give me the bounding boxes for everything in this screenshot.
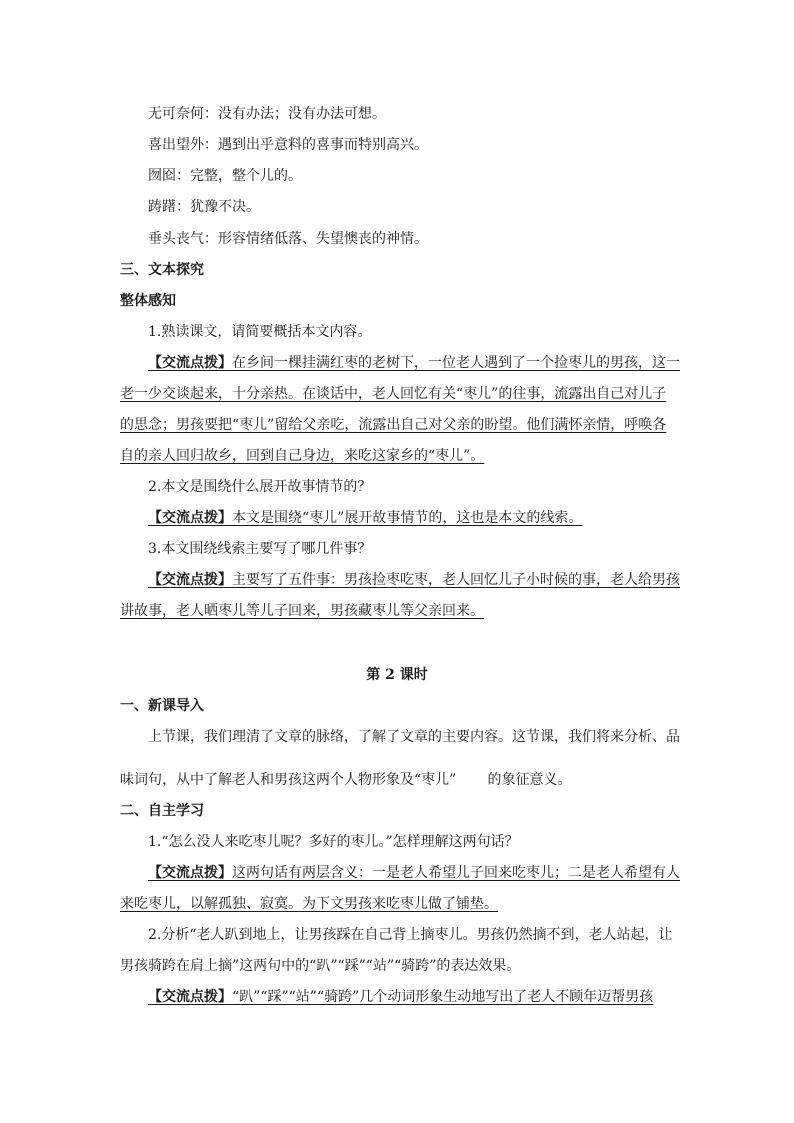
answer-line: 老一少交谈起来，十分亲热。在谈话中，老人回忆有关“枣儿”的往事，流露出自己对儿子 [120, 386, 667, 402]
answer-tag: 【交流点拨】 [148, 355, 232, 371]
answer-text: 本文是围绕“枣儿”展开故事情节的，这也是本文的线索。 [232, 510, 583, 526]
question: 1.“怎么没人来吃枣儿呢？多好的枣儿。”怎样理解这两句话？ [148, 834, 519, 850]
answer-line [148, 863, 680, 883]
answer-line: 讲故事，老人晒枣儿等儿子回来，男孩藏枣儿等父亲回来。 [120, 603, 484, 619]
question: 1.熟读课文，请简要概括本文内容。 [148, 324, 372, 340]
vocab-item: 无可奈何：没有办法；没有办法可想。 [148, 106, 386, 122]
vocab-item: 垂头丧气：形容情绪低落、失望懊丧的神情。 [148, 231, 428, 247]
section-heading: 一、新课导入 [120, 698, 204, 714]
section-heading: 二、自主学习 [120, 803, 204, 819]
answer-line [148, 987, 653, 1007]
answer-tag: 【交流点拨】 [148, 865, 232, 881]
vocab-item: 囫囵：完整，整个儿的。 [148, 168, 302, 184]
answer-line: 的思念；男孩要把“枣儿”留给父亲吃，流露出自己对父亲的盼望。他们满怀亲情，呼唤各 [120, 417, 667, 433]
lesson-title: 第 2 课时 [366, 667, 428, 683]
question: 3.本文围绕线索主要写了哪几件事？ [148, 541, 372, 557]
answer-tag: 【交流点拨】 [148, 510, 232, 526]
answer-line: 来吃枣儿，以解孤独、寂寞。为下文男孩来吃枣儿做了铺垫。 [120, 896, 498, 912]
question: 男孩骑跨在肩上摘”这两句中的“趴”“踩”“站”“骑跨”的表达效果。 [120, 958, 521, 974]
answer-text: 这两句话有两层含义：一是老人希望儿子回来吃枣儿；二是老人希望有人 [232, 865, 680, 881]
question: 2.分析“老人趴到地上，让男孩踩在自己背上摘枣儿。男孩仍然摘不到，老人站起，让 [148, 927, 673, 943]
paragraph-line: 上节课，我们理清了文章的脉络，了解了文章的主要内容。这节课，我们将来分析、品 [148, 729, 680, 745]
answer-tag: 【交流点拨】 [148, 989, 232, 1005]
paragraph-line: 味词句，从中了解老人和男孩这两个人物形象及“枣儿” 的象征意义。 [120, 772, 572, 788]
answer-text: “趴”“踩”“站”“骑跨”几个动词形象生动地写出了老人不顾年迈帮男孩 [232, 989, 654, 1005]
vocab-item: 喜出望外：遇到出乎意料的喜事而特别高兴。 [148, 137, 428, 153]
vocab-item: 踌躇：犹豫不决。 [148, 199, 260, 215]
answer-line: 自的亲人回归故乡，回到自己身边，来吃这家乡的“枣儿”。 [120, 448, 485, 464]
answer-line [148, 353, 680, 373]
section-heading: 三、文本探究 [120, 262, 204, 278]
answer-tag: 【交流点拨】 [148, 572, 232, 588]
subsection-heading: 整体感知 [120, 293, 176, 309]
answer-text: 在乡间一棵挂满红枣的老树下，一位老人遇到了一个捡枣儿的男孩，这一 [232, 355, 680, 371]
answer-line [148, 508, 582, 528]
answer-line [148, 570, 680, 590]
answer-text: 主要写了五件事：男孩捡枣吃枣，老人回忆儿子小时候的事，老人给男孩 [232, 572, 680, 588]
question: 2.本文是围绕什么展开故事情节的？ [148, 479, 372, 495]
